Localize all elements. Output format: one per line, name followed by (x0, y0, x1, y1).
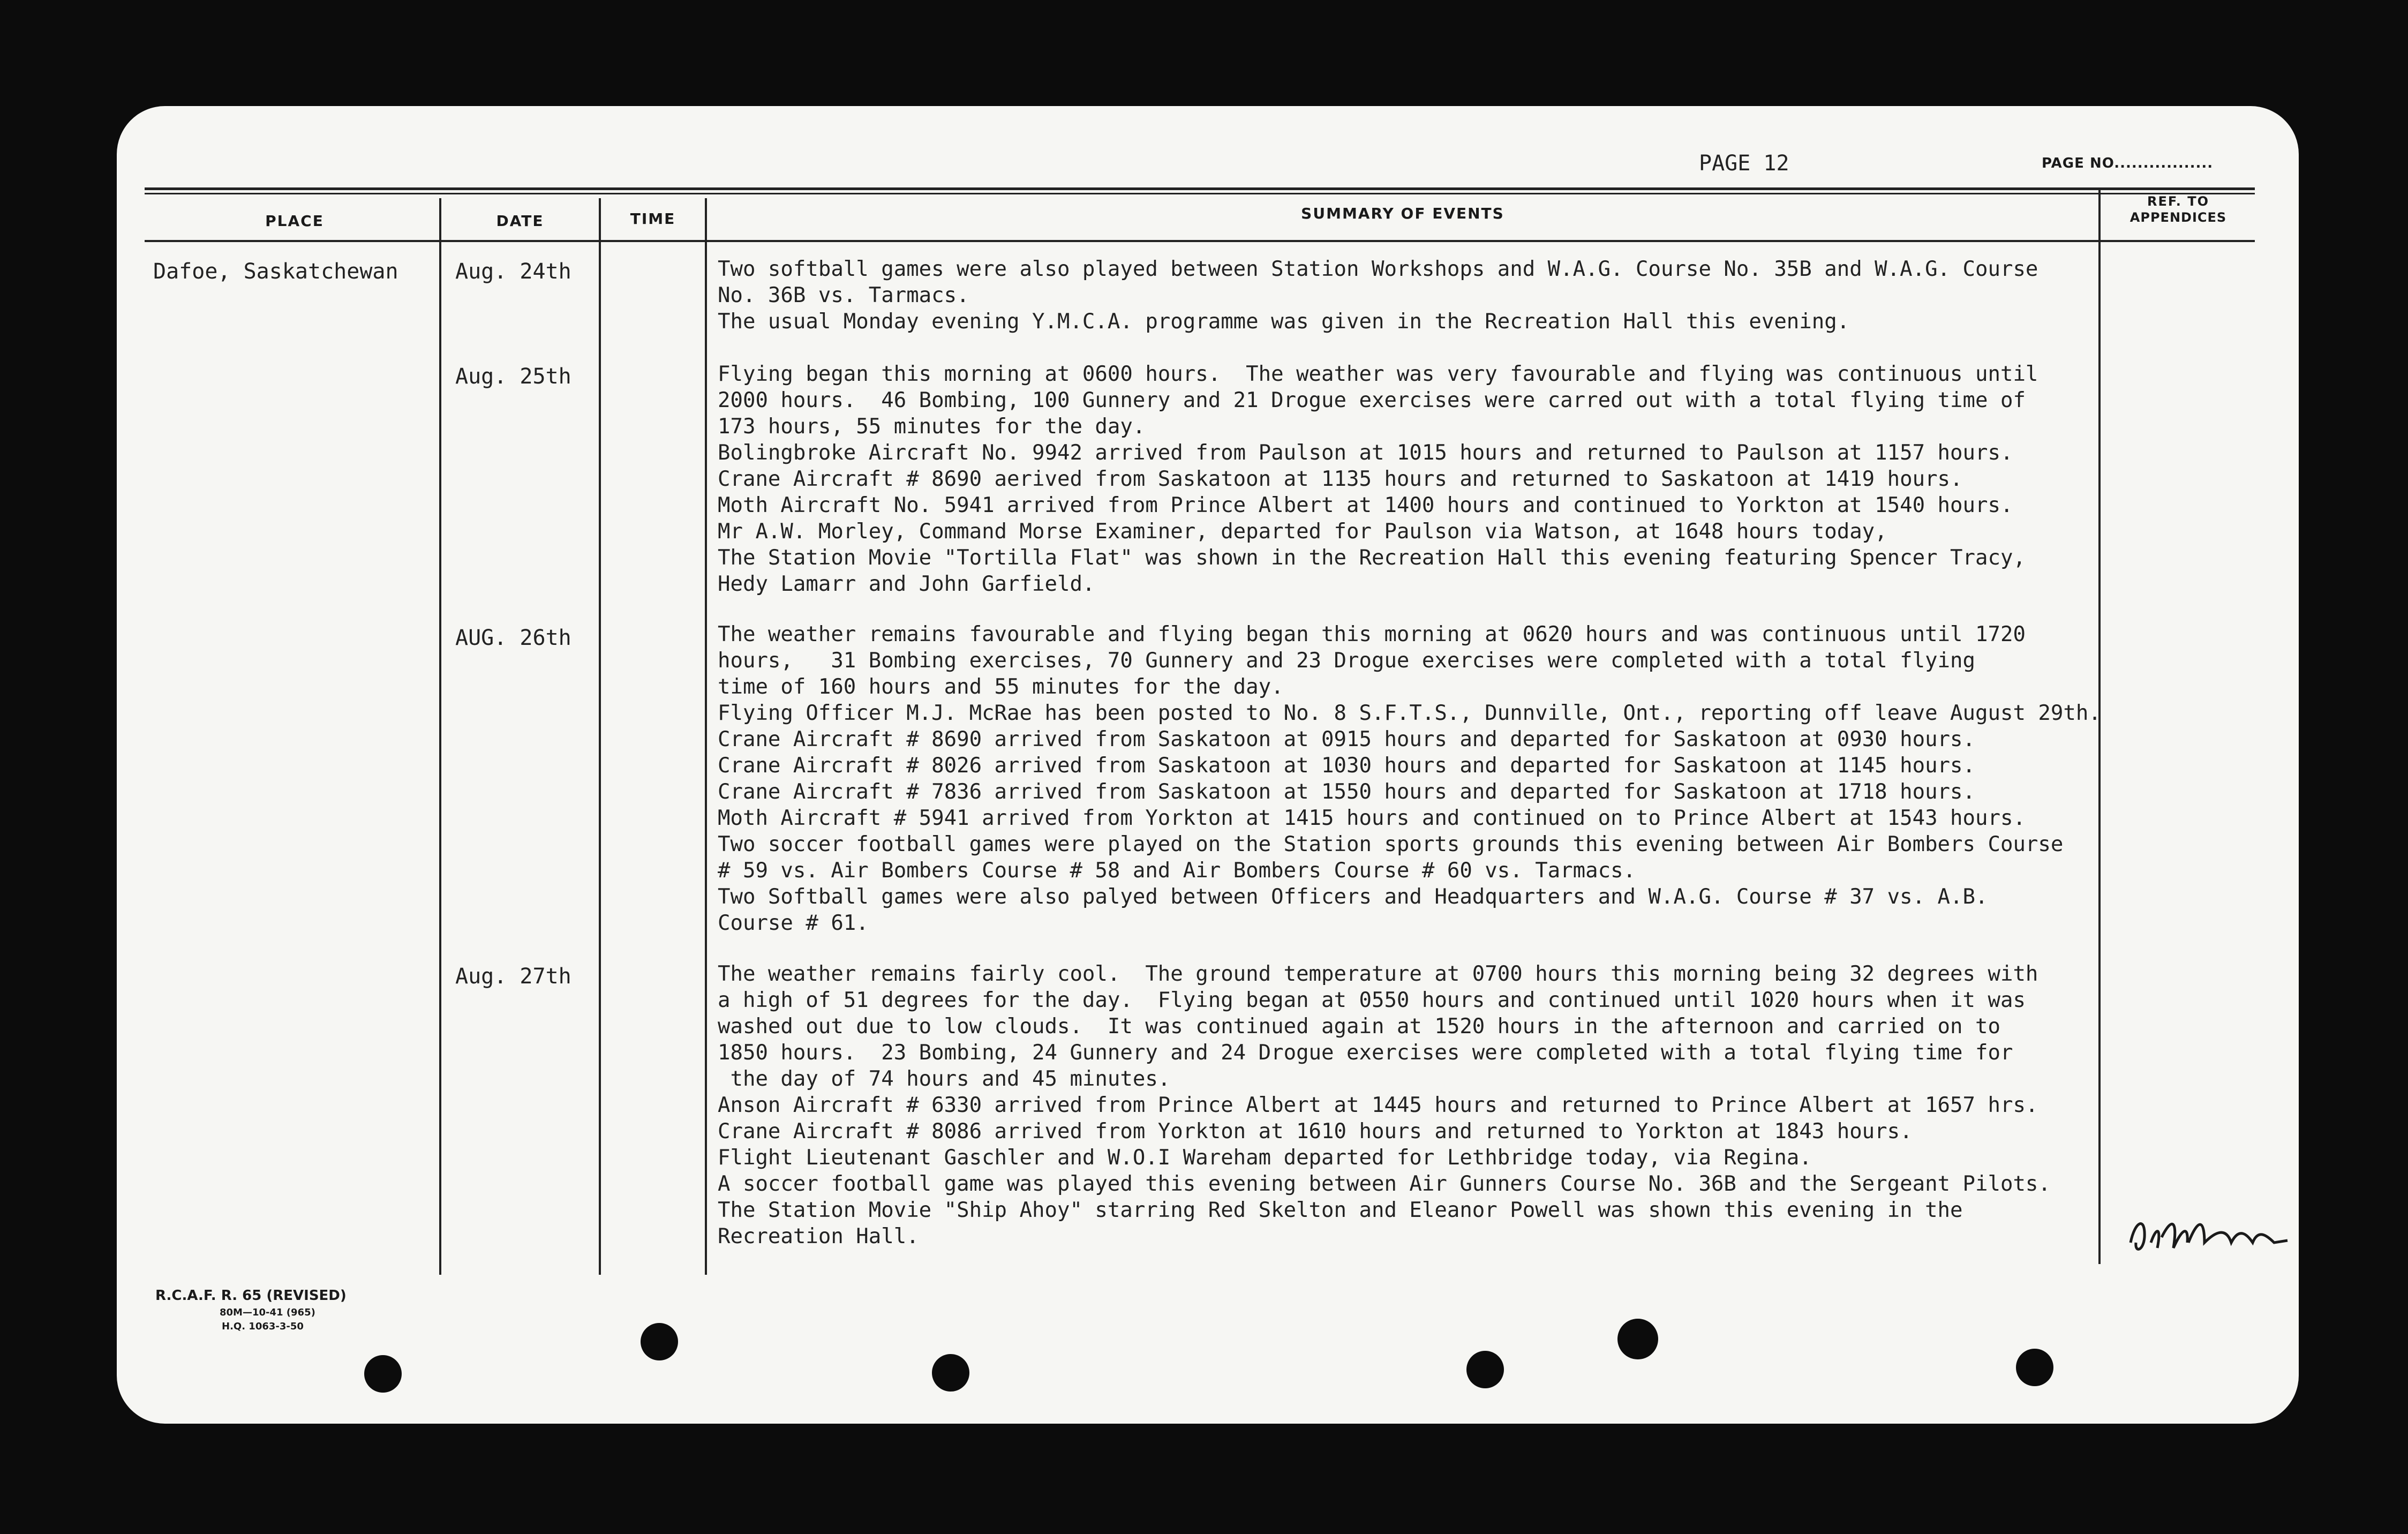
punch-hole (1466, 1351, 1504, 1388)
col-rule-3 (705, 198, 707, 1275)
header-top-rule-2 (145, 193, 2255, 194)
col-rule-1 (439, 198, 441, 1275)
page-number: PAGE 12 (1699, 151, 1789, 176)
header-bottom-rule (145, 240, 2255, 242)
entry-aug-24: Two softball games were also played between Station Workshops and W.A.G. Course No. 35B and W.A.G. Course No. 36B vs. Tarmacs. The usual Monday evening Y.M.C.A. programme was given in the Recreation Hall this evening. (718, 257, 2038, 334)
form-hq-line: H.Q. 1063-3-50 (222, 1321, 304, 1332)
date-aug-25: Aug. 25th (455, 364, 571, 389)
col-head-summary: SUMMARY OF EVENTS (1301, 205, 1504, 222)
punch-hole (932, 1354, 969, 1392)
col-head-place: PLACE (265, 212, 324, 230)
entry-aug-27: The weather remains fairly cool. The ground temperature at 0700 hours this morning being 32 degrees with a high of 51 degrees for the day. Flying began at 0550 hours and continued until 1020 hours when it was washed out due to low clouds. It was continued again at 1520 hours in the afternoon and carried on to 1850 hours. 23 Bombing, 24 Gunnery and 24 Drogue exercises were completed with a total flying time for the day of 74 hours and 45 minutes. Anson Aircraft # 6330 arrived from Prince Albert at 1445 hours and returned to Prince Albert at 1657 hrs. Crane Aircraft # 8086 arrived from Yorkton at 1610 hours and returned to Yorkton at 1843 hours. Flight Lieutenant Gaschler and W.O.I Wareham departed for Lethbridge today, via Regina. A soccer football game was played this evening between Air Gunners Course No. 36B and the Sergeant Pilots. The Station Movie "Ship Ahoy" starring Red Skelton and Eleanor Powell was shown this evening in the Recreation Hall. (718, 962, 2051, 1249)
form-number: R.C.A.F. R. 65 (REVISED) (155, 1288, 347, 1304)
form-print-line: 80M—10-41 (965) (220, 1307, 315, 1318)
col-head-ref-1: REF. TO (2147, 194, 2209, 209)
header-top-rule (145, 187, 2255, 190)
date-aug-24: Aug. 24th (455, 259, 571, 284)
col-head-time: TIME (630, 210, 676, 228)
punch-hole (2016, 1349, 2053, 1386)
col-head-ref-2: APPENDICES (2129, 210, 2227, 225)
punch-hole (364, 1355, 402, 1393)
page-no-label: PAGE NO................. (2042, 155, 2214, 171)
place-text: Dafoe, Saskatchewan (153, 259, 398, 284)
punch-hole (1617, 1319, 1658, 1359)
entry-aug-25: Flying began this morning at 0600 hours. The weather was very favourable and flying was continuous until 2000 hours. 46 Bombing, 100 Gunnery and 21 Drogue exercises were carred out with a total flying time of 173 hours, 55 minutes for the day. Bolingbroke Aircraft No. 9942 arrived from Paulson at 1015 hours and returned to Paulson at 1157 hours. Crane Aircraft # 8690 aerived from Saskatoon at 1135 hours and returned to Saskatoon at 1419 hours. Moth Aircraft No. 5941 arrived from Prince Albert at 1400 hours and continued to Yorkton at 1540 hours. Mr A.W. Morley, Command Morse Examiner, departed for Paulson via Watson, at 1648 hours today, The Station Movie "Tortilla Flat" was shown in the Recreation Hall this evening featuring Spencer Tracy, Hedy Lamarr and John Garfield. (718, 362, 2038, 596)
col-rule-2 (599, 198, 601, 1275)
date-aug-27: Aug. 27th (455, 964, 571, 989)
punch-hole (641, 1323, 678, 1360)
entry-aug-26: The weather remains favourable and flying began this morning at 0620 hours and was continuous until 1720 hours, 31 Bombing exercises, 70 Gunnery and 23 Drogue exercises were completed with a total flying time of 160 hours and 55 minutes for the day. Flying Officer M.J. McRae has been posted to No. 8 S.F.T.S., Dunnville, Ont., reporting off leave August 29th. Crane Aircraft # 8690 arrived from Saskatoon at 0915 hours and departed for Saskatoon at 0930 hours. Crane Aircraft # 8026 arrived from Saskatoon at 1030 hours and departed for Saskatoon at 1145 hours. Crane Aircraft # 7836 arrived from Saskatoon at 1550 hours and departed for Saskatoon at 1718 hours. Moth Aircraft # 5941 arrived from Yorkton at 1415 hours and continued on to Prince Albert at 1543 hours. Two soccer football games were played on the Station sports grounds this evening between Air Bombers Course # 59 vs. Air Bombers Course # 58 and Air Bombers Course # 60 vs. Tarmacs. Two Softball games were also palyed between Officers and Headquarters and W.A.G. Course # 37 vs. A.B. Course # 61. (718, 622, 2101, 935)
date-aug-26: AUG. 26th (455, 626, 571, 650)
col-head-date: DATE (496, 212, 544, 230)
signature (2124, 1205, 2296, 1264)
